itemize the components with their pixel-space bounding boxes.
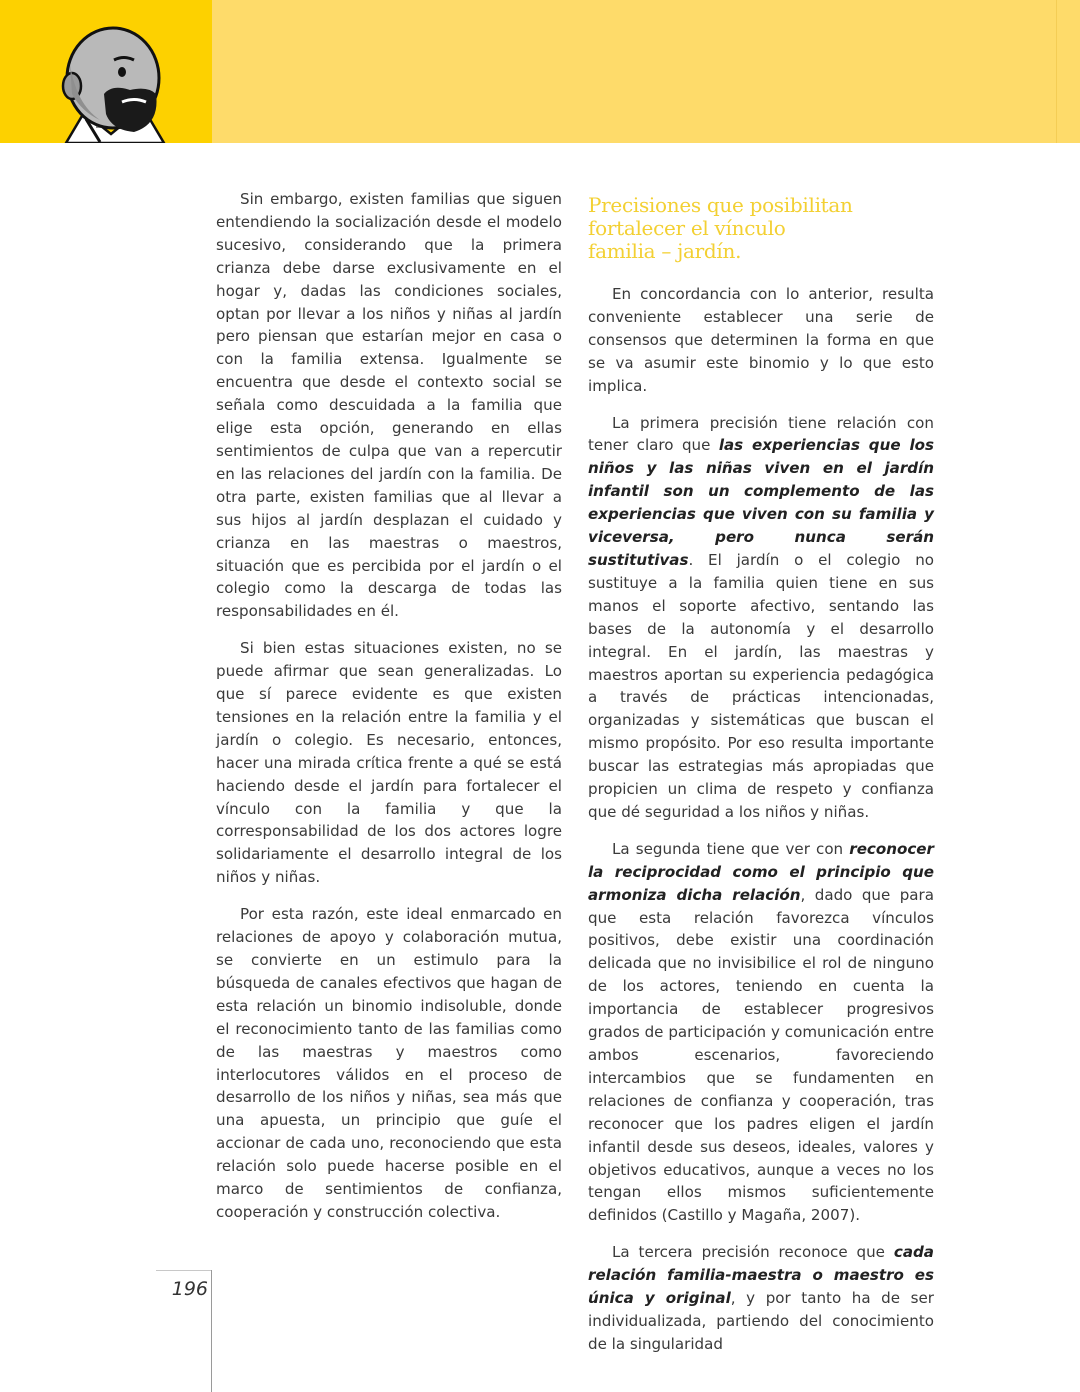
right-column (588, 188, 934, 1370)
paragraph-text: La tercera precisión reconoce que (612, 1243, 894, 1262)
body-paragraph: Por esta razón, este ideal enmarcado en relaciones de apoyo y colaboración mutua, se convierte en un estimulo para la búsqueda de canales efectivos que hagan de esta relación un binomio indisoluble, donde el reconocimiento tanto de las familias como de las maestras y maestros como interlocutores válidos en el proceso de desarrollo de los niños y niñas, sea más que una apuesta, un principio que guíe el accionar de cada uno, reconociendo que esta relación solo puede hacerse posible en el marco de sentimientos de confianza, cooperación y construcción colectiva. (216, 905, 562, 1221)
emphasized-text: cada relación familia-maestra o maestro es única y original (588, 1243, 934, 1308)
body-paragraph (588, 412, 934, 824)
folio-rule-top (156, 1270, 212, 1271)
paragraph-text: , y por tanto ha de ser individualizada, partiendo del conocimiento de la singularidad (588, 1289, 934, 1353)
body-paragraph: Sin embargo, existen familias que siguen entendiendo la socialización desde el modelo sucesivo, considerando que la primera crianza debe darse exclusivamente en el hogar y, dadas las condiciones sociales, optan por llevar a los niños y niñas al jardín pero piensan que estarían mejor en casa o con la familia extensa. Igualmente se encuentra que desde el contexto social se señala como descuidada a la familia que elige esta opción, generando en ellas sentimientos de culpa que van a repercutir en las relaciones del jardín con la familia. De otra parte, existen familias que al llevar a sus hijos al jardín desplazan el cuidado y crianza en las maestras o maestros, situación que es percibida por el jardín o el colegio como la descarga de todas las responsabilidades en él. (216, 190, 562, 621)
bearded-man-icon (56, 24, 166, 143)
paragraph-text: La segunda tiene que ver con (612, 839, 850, 858)
left-column (216, 188, 562, 1238)
section-heading: Precisiones que posibilitan fortalecer el vínculo familia – jardín. (588, 193, 853, 263)
body-paragraph (588, 1241, 934, 1356)
emphasized-text: las experiencias que los niños y las niñas viven en el jardín infantil son un complemento de las experiencias que viven con su familia y viceversa, pero nunca serán sustitutivas (588, 436, 934, 569)
header-accent-block (0, 0, 212, 143)
paragraph-text: . El jardín o el colegio no sustituye a la familia quien tiene en sus manos el soporte afectivo, sentando las bases de la autonomía y el desarrollo integral. En el jardín, las maestras y maestros aportan su experiencia pedagógica a través de prácticas intencionadas, organizadas y sistemáticas que buscan el mismo propósito. Por eso resulta importante buscar las estrategias más apropiadas que propicien un clima de respeto y confianza que dé seguridad a los niños y niñas. (588, 550, 934, 821)
page-number: 196 (171, 1278, 208, 1300)
folio-rule (211, 1270, 212, 1392)
body-paragraph (588, 838, 934, 1227)
header-edge-line (1056, 0, 1057, 143)
body-paragraph: Si bien estas situaciones existen, no se puede afirmar que sean generalizadas. Lo que sí parece evidente es que existen tensiones en la relación entre la familia y el jardín o colegio. Es necesario, entonces, hacer una mirada crítica frente a qué se está haciendo desde el jardín para fortalecer el vínculo con la familia y que la corresponsabilidad de los dos actores logre solidariamente el desarrollo integral de los niños y niñas. (216, 639, 562, 887)
paragraph-text: , dado que para que esta relación favorezca vínculos positivos, debe existir una coordinación delicada que no invisibilice el rol de ninguno de los actores, teniendo en cuenta la importancia de establecer progresivos grados de participación y comunicación entre ambos escenarios, favoreciendo intercambios que se fundamenten en relaciones de confianza y cooperación, tras reconocer que los padres eligen el jardín infantil desde sus deseos, ideales, valores y objetivos educativos, aunque a veces no los tengan ellos mismos suficientemente definidos (Castillo y Magaña, 2007). (588, 885, 934, 1225)
paragraph-text: La primera precisión tiene relación con tener claro que (588, 413, 934, 455)
emphasized-text: reconocer la reciprocidad como el principio que armoniza dicha relación (588, 839, 934, 904)
body-paragraph: En concordancia con lo anterior, resulta conveniente establecer una serie de consensos que determinen la forma en que se va asumir este binomio y lo que esto implica. (588, 285, 934, 395)
